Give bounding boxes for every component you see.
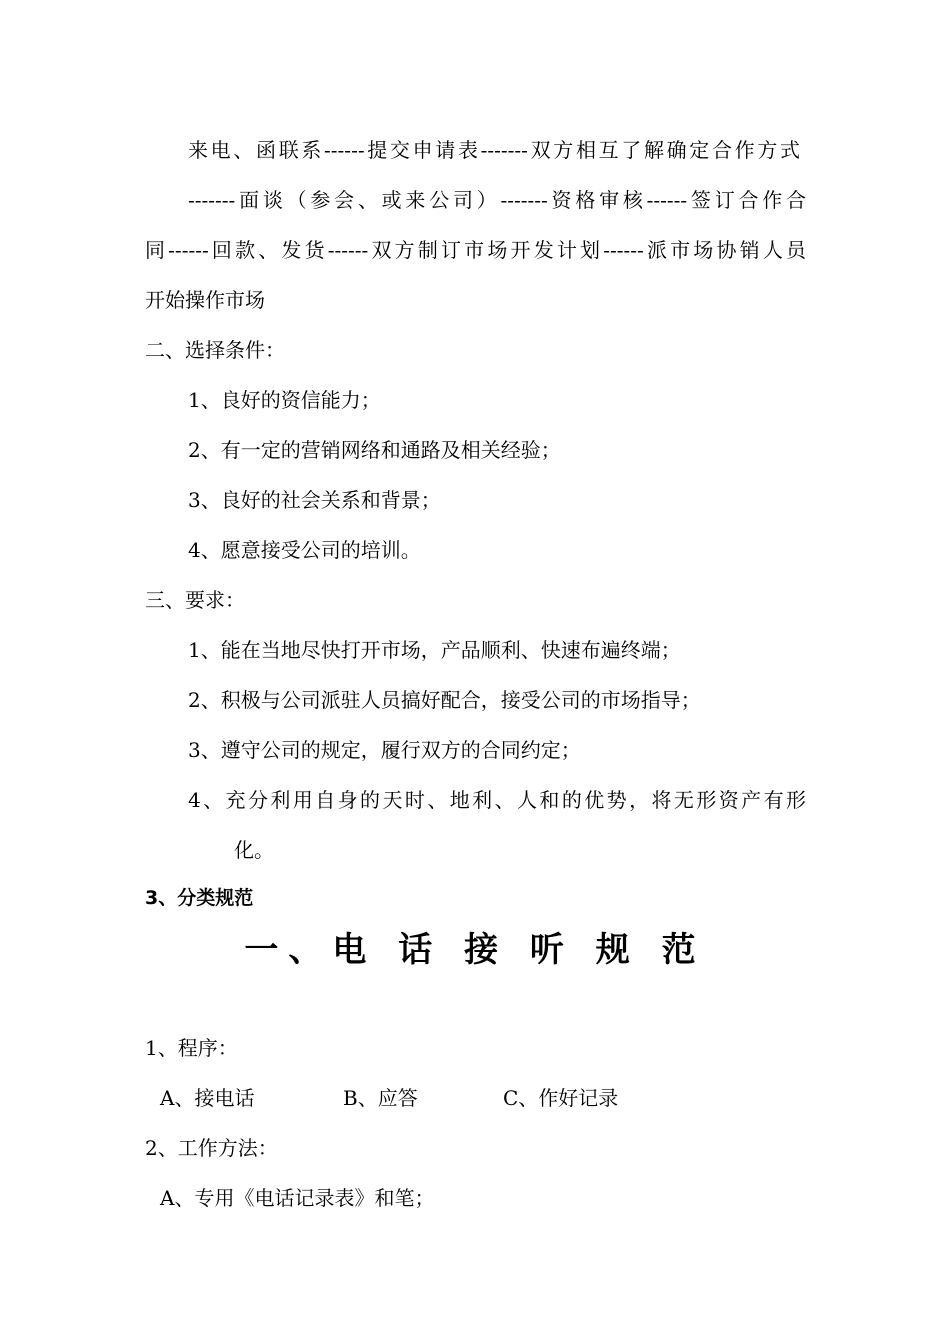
requirement-item-continuation: 化。: [234, 838, 274, 862]
process-line-3: 同------回款、发货------双方制订市场开发计划------派市场协销人员: [145, 238, 806, 262]
conditions-heading: 二、选择条件：: [145, 338, 285, 362]
condition-item: 2、有一定的营销网络和通路及相关经验；: [188, 438, 561, 462]
procedure-step: A、接电话: [160, 1086, 255, 1110]
procedure-step: C、作好记录: [503, 1086, 619, 1110]
process-line-2: -------面谈（参会、或来公司）-------资格审核------签订合作合: [188, 188, 806, 212]
section-label: 3、分类规范: [145, 887, 254, 909]
requirement-item: 1、能在当地尽快打开市场，产品顺利、快速布遍终端；: [188, 638, 681, 662]
requirements-heading: 三、要求：: [145, 588, 245, 612]
condition-item: 3、良好的社会关系和背景；: [188, 488, 441, 512]
requirement-item: 3、遵守公司的规定，履行双方的合同约定；: [188, 738, 581, 762]
method-heading: 2、工作方法：: [145, 1136, 278, 1160]
condition-item: 1、良好的资信能力；: [188, 388, 381, 412]
procedure-step: B、应答: [343, 1086, 418, 1110]
process-line-1: 来电、函联系------提交申请表-------双方相互了解确定合作方式: [188, 138, 800, 162]
requirement-item: 2、积极与公司派驻人员搞好配合，接受公司的市场指导；: [188, 688, 701, 712]
process-line-4: 开始操作市场: [145, 288, 265, 312]
section-title: 一、电 话 接 听 规 范: [244, 930, 706, 970]
condition-item: 4、愿意接受公司的培训。: [188, 538, 421, 562]
requirement-item: 4、充分利用自身的天时、地利、人和的优势，将无形资产有形: [188, 788, 806, 812]
procedure-heading: 1、程序：: [145, 1036, 238, 1060]
method-item: A、专用《电话记录表》和笔；: [160, 1186, 435, 1210]
